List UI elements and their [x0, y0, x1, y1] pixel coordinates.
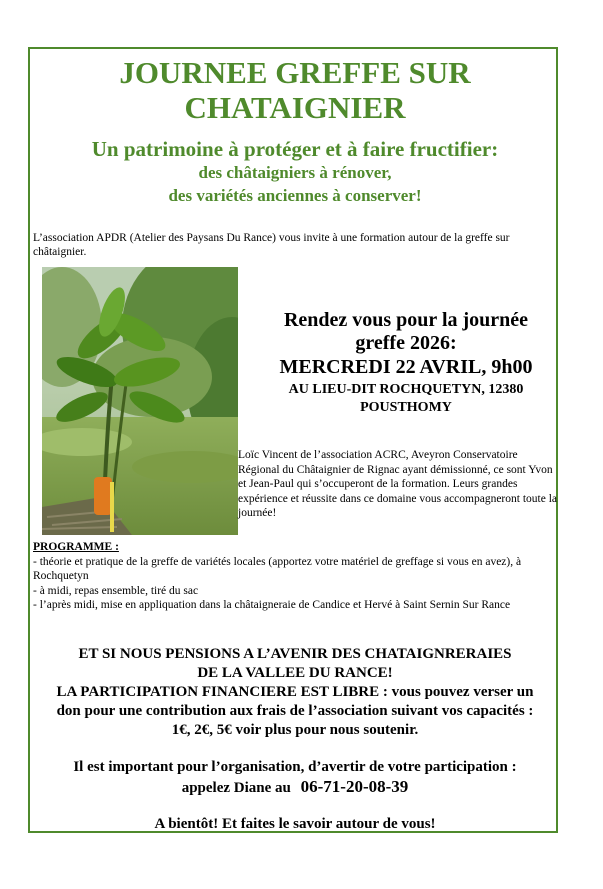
- future-line-1: ET SI NOUS PENSIONS A L’AVENIR DES CHATAIGNRERAIES: [78, 646, 512, 662]
- future-line-2: DE LA VALLEE DU RANCE!: [197, 665, 393, 681]
- rendezvous-line-2: greffe 2026:: [355, 332, 457, 354]
- programme-item-1: - théorie et pratique de la greffe de variétés locales (apportez votre matériel de greffage si vous en avez), à Rochquetyn: [33, 555, 522, 582]
- programme-section: [33, 540, 559, 613]
- event-date: MERCREDI 22 AVRIL, 9h00: [279, 356, 533, 378]
- subtitle-line-2: des châtaigniers à rénover,: [198, 163, 392, 182]
- event-place-line-1: AU LIEU-DIT ROCHQUETYN, 12380: [288, 382, 524, 397]
- event-place: [250, 381, 562, 417]
- rendezvous-heading: [250, 309, 562, 355]
- participation-line-1: LA PARTICIPATION FINANCIERE EST LIBRE : vous pouvez verser un: [56, 684, 534, 700]
- participation-line-3: 1€, 2€, 5€ voir plus pour nous soutenir.: [171, 722, 419, 738]
- contact-call: appelez Diane au: [181, 780, 291, 796]
- programme-heading: PROGRAMME :: [33, 541, 119, 553]
- subtitle-line-3: des variétés anciennes à conserver!: [168, 186, 422, 205]
- title-line-2: CHATAIGNIER: [184, 90, 406, 125]
- contact-text: [30, 758, 560, 798]
- title-line-1: JOURNEE GREFFE SUR: [119, 55, 471, 90]
- participation-text: [30, 683, 560, 740]
- chestnut-graft-photo: [42, 267, 238, 535]
- page-title: [30, 55, 560, 125]
- programme-item-2: - à midi, repas ensemble, tiré du sac: [33, 584, 199, 597]
- contact-phone: 06-71-20-08-39: [300, 777, 409, 796]
- participation-line-2: don pour une contribution aux frais de l’association suivant vos capacités :: [56, 703, 534, 719]
- closing-text: A bientôt! Et faites le savoir autour de vous!: [154, 816, 436, 832]
- contact-line-1: Il est important pour l’organisation, d’avertir de votre participation :: [73, 759, 517, 775]
- trainer-description: Loïc Vincent de l’association ACRC, Aveyron Conservatoire Régional du Châtaignier de Rignac ayant démissionné, ce sont Yvon et Jean-Paul qui s’occuperont de la formation. Leurs grandes expérience et réussite dans ce domaine vous accompagneront toute la journée!: [238, 449, 557, 519]
- subtitle: Un patrimoine à protéger et à faire fructifier:: [91, 137, 499, 161]
- rendezvous-line-1: Rendez vous pour la journée: [283, 309, 529, 331]
- intro-text: L’association APDR (Atelier des Paysans Du Rance) vous invite à une formation autour de la greffe sur châtaignier.: [33, 232, 510, 258]
- event-place-line-2: POUSTHOMY: [360, 400, 452, 415]
- programme-item-3: - l’après midi, mise en appliquation dans la châtaigneraie de Candice et Hervé à Saint Sernin Sur Rance: [33, 599, 511, 611]
- future-callout: [30, 645, 560, 683]
